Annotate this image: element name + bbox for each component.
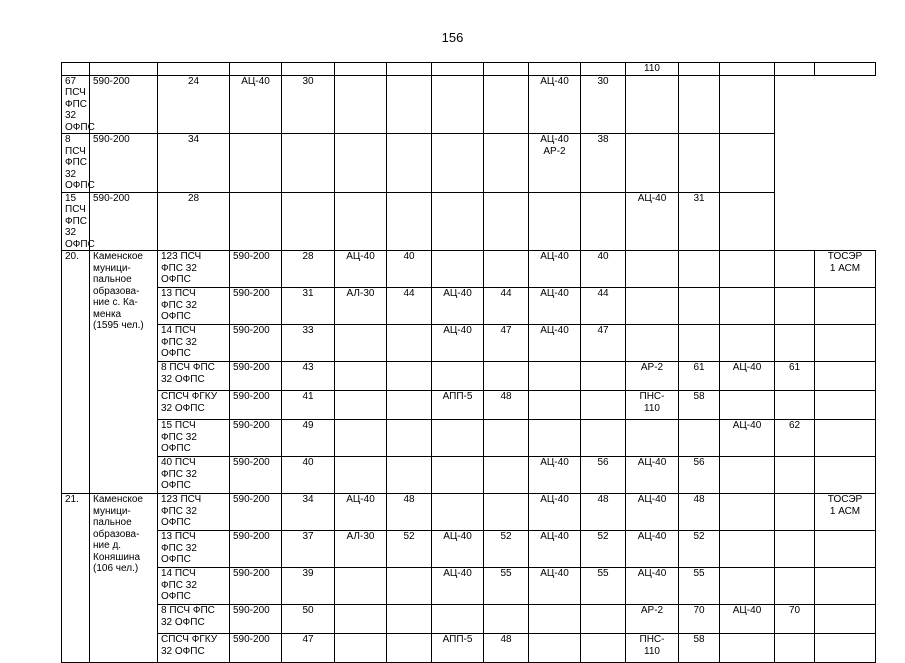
arrival-time-cell: 30	[282, 75, 335, 134]
arrival-time-cell: 44	[581, 288, 626, 325]
arrival-time-cell	[484, 457, 529, 494]
arrival-time-cell	[387, 75, 432, 134]
equipment-cell	[432, 420, 484, 457]
arrival-time-cell: 52	[484, 531, 529, 568]
arrival-time-cell: 61	[679, 362, 720, 391]
table-row	[62, 288, 876, 325]
equipment-cell	[432, 362, 484, 391]
equipment-cell: АЦ-40	[720, 362, 775, 391]
extra-forces-cell	[720, 75, 775, 134]
arrival-time-cell: 48	[387, 494, 432, 531]
equipment-cell: АЦ-40	[432, 288, 484, 325]
equipment-cell: АЦ-40	[230, 75, 282, 134]
time-cell: 24	[158, 75, 230, 134]
equipment-cell	[335, 63, 387, 76]
extra-forces-cell	[815, 63, 876, 76]
arrival-time-cell	[387, 325, 432, 362]
equipment-cell: АЦ-40	[432, 325, 484, 362]
extra-forces-cell	[720, 192, 775, 251]
equipment-cell: АЦ-40	[432, 568, 484, 605]
arrival-time-cell	[775, 457, 815, 494]
arrival-time-cell	[484, 134, 529, 193]
extra-forces-cell	[815, 325, 876, 362]
arrival-time-cell	[581, 362, 626, 391]
equipment-cell: ПНС- 110	[626, 634, 679, 663]
arrival-time-cell	[679, 420, 720, 457]
arrival-time-cell	[484, 494, 529, 531]
time-cell: 28	[282, 251, 335, 288]
equipment-cell: АЦ-40	[529, 457, 581, 494]
equipment-cell	[626, 75, 679, 134]
time-cell: 34	[282, 494, 335, 531]
table-row	[62, 63, 876, 76]
arrival-time-cell: 70	[679, 605, 720, 634]
equipment-cell	[335, 75, 387, 134]
settlement-cell: Каменское муници- пальное образова- ние д. Коняшина (106 чел.)	[90, 494, 158, 663]
equipment-cell	[720, 251, 775, 288]
equipment-cell: АПП-5	[432, 391, 484, 420]
extra-forces-cell: ТОСЭР 1 АСМ	[815, 494, 876, 531]
extra-forces-cell	[815, 457, 876, 494]
time-cell: 43	[282, 362, 335, 391]
distance-cell: 590-200	[230, 251, 282, 288]
equipment-cell	[529, 192, 581, 251]
equipment-cell: АЦ-40	[432, 531, 484, 568]
equipment-cell	[720, 494, 775, 531]
arrival-time-cell	[282, 192, 335, 251]
arrival-time-cell	[484, 192, 529, 251]
unit-cell: 8 ПСЧ ФПС 32 ОФПС	[158, 362, 230, 391]
arrival-time-cell: 52	[679, 531, 720, 568]
equipment-cell	[720, 325, 775, 362]
arrival-time-cell: 62	[775, 420, 815, 457]
table-row	[62, 568, 876, 605]
equipment-cell: АЦ-40	[529, 494, 581, 531]
extra-forces-cell	[815, 362, 876, 391]
arrival-time-cell	[484, 75, 529, 134]
arrival-time-cell: 52	[581, 531, 626, 568]
arrival-time-cell	[775, 531, 815, 568]
equipment-cell: АР-2	[626, 605, 679, 634]
time-cell: 39	[282, 568, 335, 605]
settlement-cell: Каменское муници- пальное образова- ние с. Ка- менка (1595 чел.)	[90, 251, 158, 494]
arrival-time-cell	[387, 391, 432, 420]
arrival-time-cell: 38	[581, 134, 626, 193]
equipment-cell	[720, 63, 775, 76]
table-body	[62, 63, 876, 663]
arrival-time-cell	[679, 63, 720, 76]
distance-cell: 590-200	[230, 634, 282, 663]
arrival-time-cell	[387, 420, 432, 457]
arrival-time-cell	[679, 134, 720, 193]
arrival-time-cell	[581, 605, 626, 634]
arrival-time-cell: 48	[679, 494, 720, 531]
equipment-cell	[720, 457, 775, 494]
arrival-time-cell: 44	[387, 288, 432, 325]
equipment-cell: АЦ-40	[626, 531, 679, 568]
arrival-time-cell	[484, 251, 529, 288]
equipment-cell: АЦ-40	[626, 568, 679, 605]
equipment-cell: АЛ-30	[335, 531, 387, 568]
arrival-time-cell: 40	[581, 251, 626, 288]
distance-cell: 590-200	[230, 457, 282, 494]
arrival-time-cell	[387, 605, 432, 634]
equipment-cell	[335, 568, 387, 605]
unit-cell: 15 ПСЧ ФПС 32 ОФПС	[62, 192, 90, 251]
time-cell	[282, 63, 335, 76]
equipment-cell	[230, 134, 282, 193]
entry-number-cell	[62, 63, 90, 76]
unit-cell	[158, 63, 230, 76]
equipment-cell: АЦ-40	[720, 420, 775, 457]
equipment-cell: АР-2	[626, 362, 679, 391]
arrival-time-cell	[484, 362, 529, 391]
extra-forces-cell	[815, 568, 876, 605]
arrival-time-cell: 40	[387, 251, 432, 288]
equipment-cell	[720, 288, 775, 325]
equipment-cell	[335, 134, 387, 193]
distance-cell: 590-200	[230, 362, 282, 391]
arrival-time-cell: 58	[679, 391, 720, 420]
equipment-cell	[720, 531, 775, 568]
extra-forces-cell: ТОСЭР 1 АСМ	[815, 251, 876, 288]
arrival-time-cell	[387, 63, 432, 76]
equipment-cell: АЦ-40	[335, 251, 387, 288]
arrival-time-cell: 61	[775, 362, 815, 391]
arrival-time-cell	[679, 288, 720, 325]
table-row	[62, 605, 876, 634]
time-cell: 40	[282, 457, 335, 494]
arrival-time-cell	[484, 605, 529, 634]
unit-cell: СПСЧ ФГКУ 32 ОФПС	[158, 634, 230, 663]
arrival-time-cell	[775, 568, 815, 605]
unit-cell: 123 ПСЧ ФПС 32 ОФПС	[158, 251, 230, 288]
arrival-time-cell: 31	[679, 192, 720, 251]
time-cell: 28	[158, 192, 230, 251]
unit-cell: 14 ПСЧ ФПС 32 ОФПС	[158, 325, 230, 362]
equipment-cell: АЦ-40	[626, 494, 679, 531]
extra-forces-cell	[815, 391, 876, 420]
time-cell: 47	[282, 634, 335, 663]
equipment-cell	[432, 251, 484, 288]
equipment-cell: АЦ-40	[529, 75, 581, 134]
extra-forces-cell	[815, 531, 876, 568]
equipment-cell: АЦ-40	[529, 288, 581, 325]
arrival-time-cell	[775, 325, 815, 362]
equipment-cell	[432, 134, 484, 193]
equipment-cell: АПП-5	[432, 634, 484, 663]
equipment-cell	[230, 192, 282, 251]
arrival-time-cell	[484, 63, 529, 76]
equipment-cell	[335, 192, 387, 251]
table-row	[62, 192, 876, 251]
unit-cell: СПСЧ ФГКУ 32 ОФПС	[158, 391, 230, 420]
equipment-cell: АЦ-40	[529, 251, 581, 288]
arrival-time-cell: 47	[484, 325, 529, 362]
settlement-cell	[90, 63, 158, 76]
arrival-time-cell	[679, 325, 720, 362]
equipment-cell	[626, 288, 679, 325]
arrival-time-cell: 56	[581, 457, 626, 494]
equipment-cell: АЦ-40	[335, 494, 387, 531]
unit-cell: 8 ПСЧ ФПС 32 ОФПС	[158, 605, 230, 634]
table-row	[62, 531, 876, 568]
distance-cell: 590-200	[230, 568, 282, 605]
table-row	[62, 134, 876, 193]
time-cell: 31	[282, 288, 335, 325]
table-row	[62, 362, 876, 391]
arrival-time-cell	[387, 457, 432, 494]
equipment-cell	[529, 391, 581, 420]
unit-cell: 8 ПСЧ ФПС 32 ОФПС	[62, 134, 90, 193]
arrival-time-cell	[775, 391, 815, 420]
extra-forces-cell	[815, 420, 876, 457]
equipment-cell	[432, 63, 484, 76]
arrival-time-cell: 55	[484, 568, 529, 605]
table-row	[62, 494, 876, 531]
time-cell: 37	[282, 531, 335, 568]
arrival-time-cell: 70	[775, 605, 815, 634]
equipment-cell	[335, 362, 387, 391]
equipment-cell	[626, 325, 679, 362]
equipment-cell	[626, 134, 679, 193]
table-row	[62, 457, 876, 494]
equipment-cell: АЦ-40	[529, 568, 581, 605]
equipment-cell: 110	[626, 63, 679, 76]
arrival-time-cell	[775, 63, 815, 76]
extra-forces-cell	[815, 634, 876, 663]
equipment-cell	[335, 325, 387, 362]
distance-cell: 590-200	[90, 134, 158, 193]
extra-forces-cell	[815, 288, 876, 325]
equipment-cell	[529, 605, 581, 634]
arrival-time-cell	[581, 391, 626, 420]
time-cell: 34	[158, 134, 230, 193]
unit-cell: 14 ПСЧ ФПС 32 ОФПС	[158, 568, 230, 605]
equipment-cell	[529, 420, 581, 457]
unit-cell: 40 ПСЧ ФПС 32 ОФПС	[158, 457, 230, 494]
equipment-cell: АЦ-40	[529, 531, 581, 568]
arrival-time-cell	[484, 420, 529, 457]
equipment-cell	[529, 362, 581, 391]
arrival-time-cell	[387, 362, 432, 391]
arrival-time-cell: 48	[484, 634, 529, 663]
equipment-cell	[626, 420, 679, 457]
fire-response-table	[61, 62, 876, 663]
equipment-cell	[335, 605, 387, 634]
distance-cell: 590-200	[230, 391, 282, 420]
equipment-cell	[432, 192, 484, 251]
time-cell: 41	[282, 391, 335, 420]
unit-cell: 13 ПСЧ ФПС 32 ОФПС	[158, 288, 230, 325]
table-row	[62, 325, 876, 362]
unit-cell: 15 ПСЧ ФПС 32 ОФПС	[158, 420, 230, 457]
equipment-cell	[432, 605, 484, 634]
unit-cell: 67 ПСЧ ФПС 32 ОФПС	[62, 75, 90, 134]
table-row	[62, 420, 876, 457]
table-row	[62, 251, 876, 288]
table-row	[62, 75, 876, 134]
equipment-cell	[432, 494, 484, 531]
distance-cell: 590-200	[230, 605, 282, 634]
extra-forces-cell	[720, 134, 775, 193]
arrival-time-cell	[679, 75, 720, 134]
equipment-cell	[720, 568, 775, 605]
equipment-cell	[335, 420, 387, 457]
distance-cell: 590-200	[230, 420, 282, 457]
arrival-time-cell: 44	[484, 288, 529, 325]
arrival-time-cell	[775, 288, 815, 325]
arrival-time-cell	[581, 420, 626, 457]
equipment-cell	[335, 391, 387, 420]
arrival-time-cell: 48	[581, 494, 626, 531]
arrival-time-cell	[581, 634, 626, 663]
time-cell: 33	[282, 325, 335, 362]
equipment-cell	[720, 634, 775, 663]
arrival-time-cell: 55	[679, 568, 720, 605]
equipment-cell: АЦ-40	[720, 605, 775, 634]
time-cell: 49	[282, 420, 335, 457]
equipment-cell: АЛ-30	[335, 288, 387, 325]
page-number: 156	[441, 30, 464, 45]
arrival-time-cell: 58	[679, 634, 720, 663]
equipment-cell: АЦ-40	[626, 192, 679, 251]
unit-cell: 13 ПСЧ ФПС 32 ОФПС	[158, 531, 230, 568]
equipment-cell	[432, 75, 484, 134]
arrival-time-cell	[282, 134, 335, 193]
arrival-time-cell	[387, 134, 432, 193]
arrival-time-cell: 30	[581, 75, 626, 134]
arrival-time-cell: 47	[581, 325, 626, 362]
equipment-cell	[626, 251, 679, 288]
distance-cell: 590-200	[90, 75, 158, 134]
arrival-time-cell: 56	[679, 457, 720, 494]
arrival-time-cell	[581, 192, 626, 251]
equipment-cell: АЦ-40	[529, 325, 581, 362]
distance-cell: 590-200	[230, 288, 282, 325]
equipment-cell	[720, 391, 775, 420]
equipment-cell: АЦ-40 АР-2	[529, 134, 581, 193]
equipment-cell	[529, 634, 581, 663]
entry-number-cell: 21.	[62, 494, 90, 663]
time-cell: 50	[282, 605, 335, 634]
distance-cell: 590-200	[90, 192, 158, 251]
arrival-time-cell	[387, 634, 432, 663]
distance-cell: 590-200	[230, 494, 282, 531]
arrival-time-cell	[581, 63, 626, 76]
equipment-cell: ПНС- 110	[626, 391, 679, 420]
arrival-time-cell	[679, 251, 720, 288]
equipment-cell	[432, 457, 484, 494]
entry-number-cell: 20.	[62, 251, 90, 494]
arrival-time-cell	[775, 494, 815, 531]
table-row	[62, 391, 876, 420]
table-row	[62, 634, 876, 663]
arrival-time-cell	[775, 251, 815, 288]
arrival-time-cell	[387, 568, 432, 605]
equipment-cell: АЦ-40	[626, 457, 679, 494]
arrival-time-cell	[387, 192, 432, 251]
arrival-time-cell	[775, 634, 815, 663]
extra-forces-cell	[815, 605, 876, 634]
arrival-time-cell: 48	[484, 391, 529, 420]
unit-cell: 123 ПСЧ ФПС 32 ОФПС	[158, 494, 230, 531]
arrival-time-cell: 55	[581, 568, 626, 605]
equipment-cell	[335, 634, 387, 663]
distance-cell: 590-200	[230, 325, 282, 362]
equipment-cell	[335, 457, 387, 494]
distance-cell	[230, 63, 282, 76]
equipment-cell	[529, 63, 581, 76]
distance-cell: 590-200	[230, 531, 282, 568]
arrival-time-cell: 52	[387, 531, 432, 568]
